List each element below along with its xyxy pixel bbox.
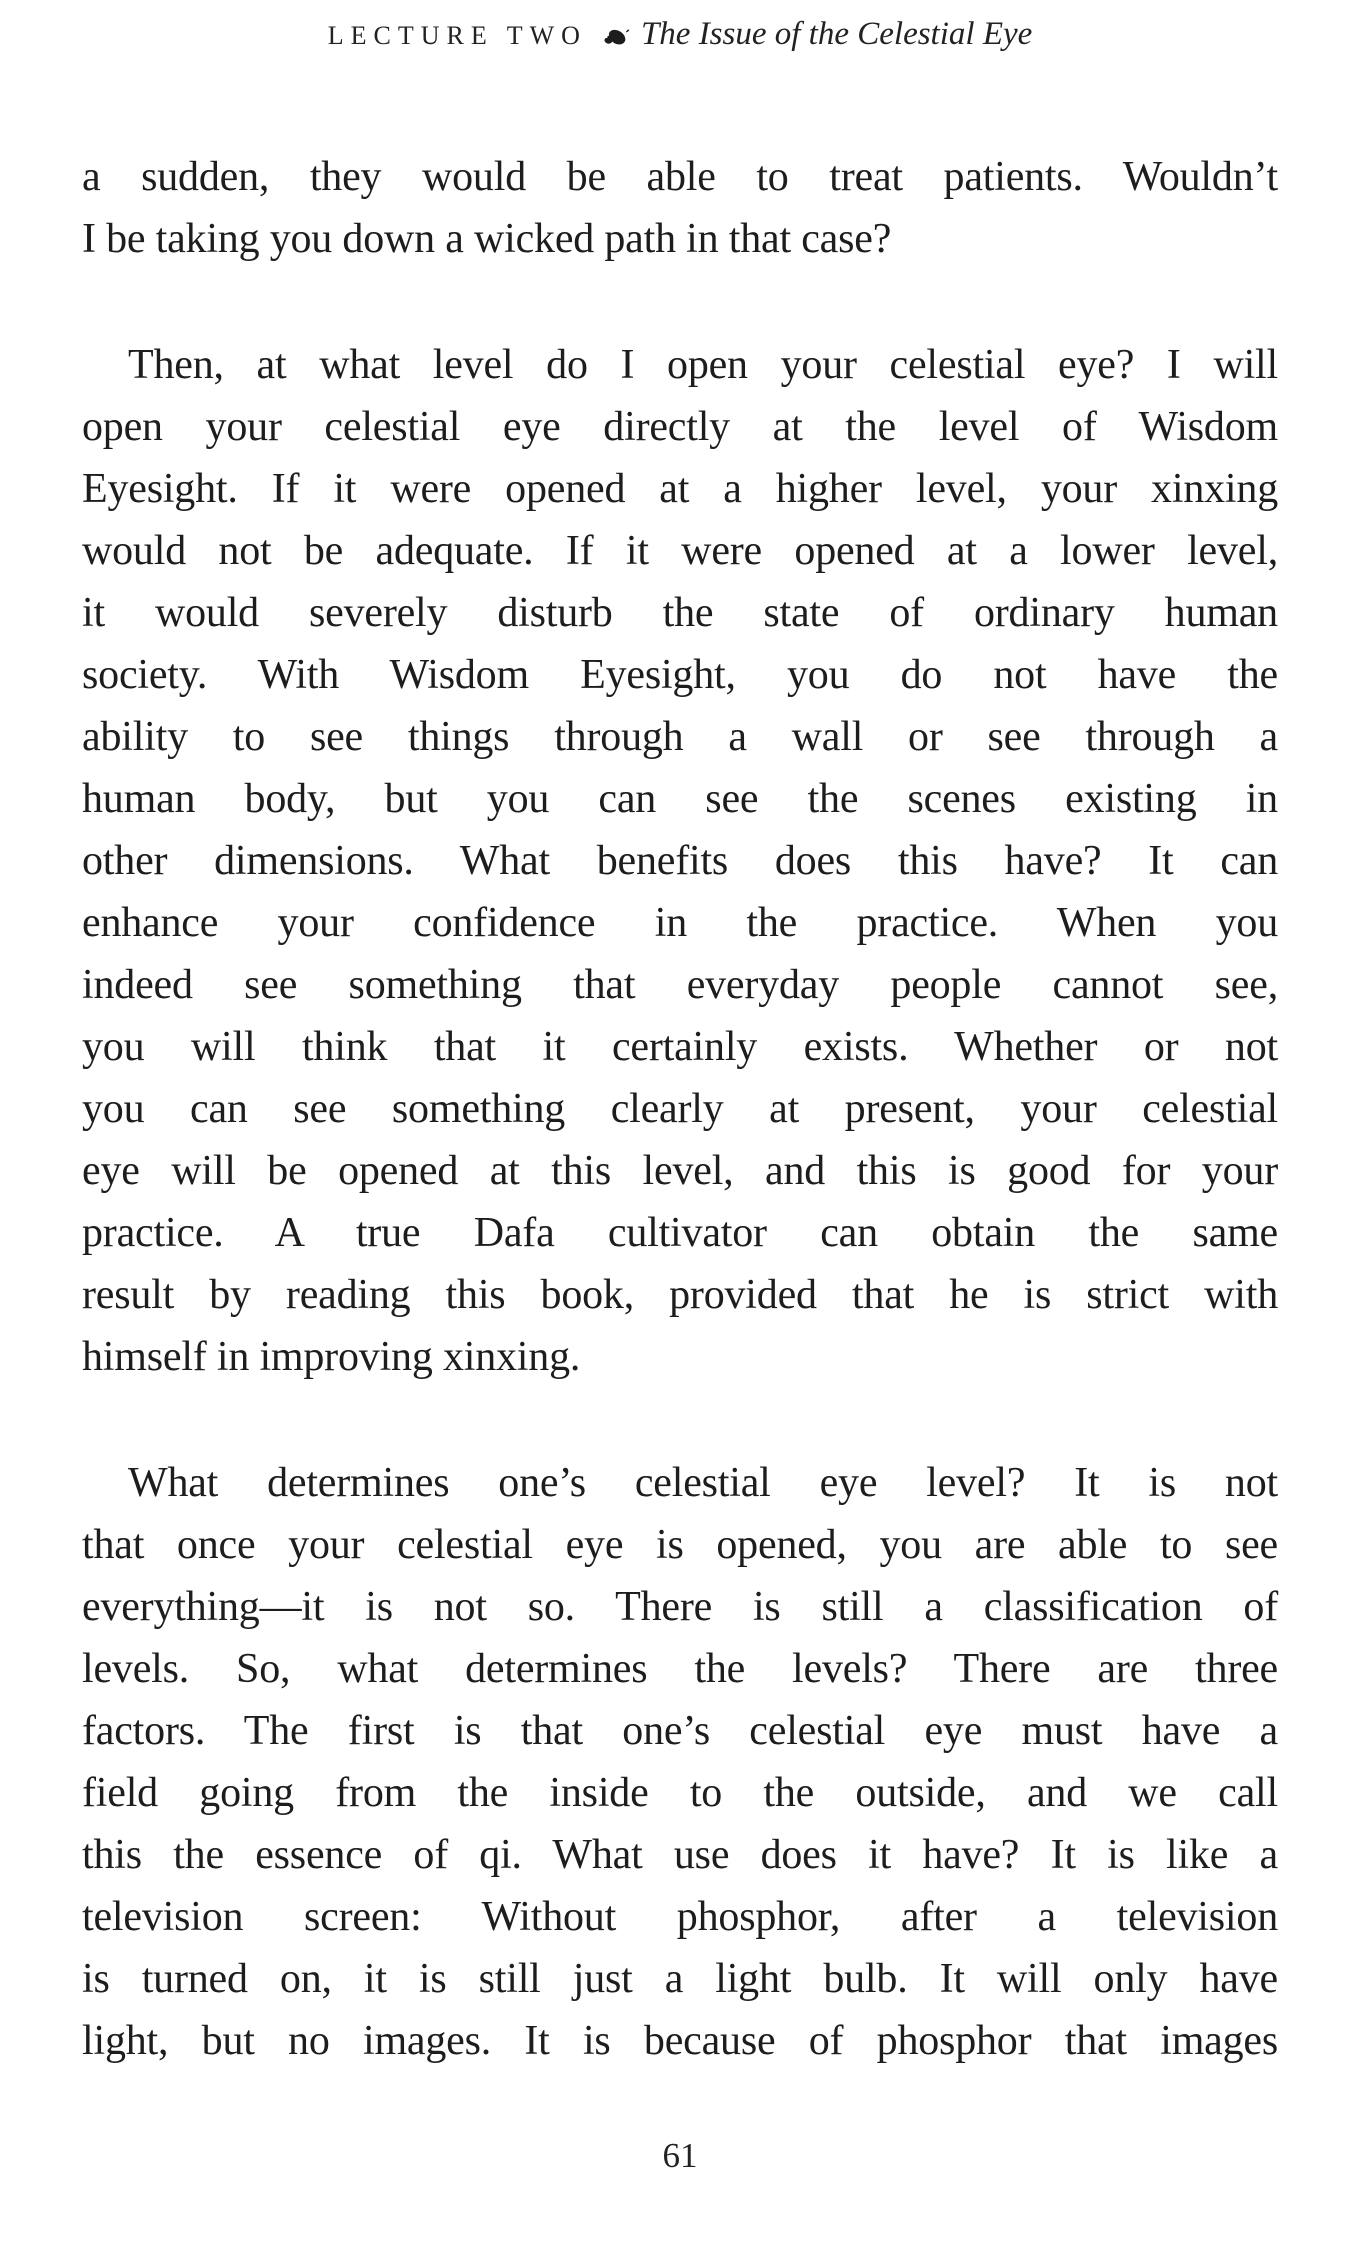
- text-line: practice. A true Dafa cultivator can obtain the same: [82, 1210, 1278, 1256]
- text-line: is turned on, it is still just a light bulb. It will only have: [82, 1956, 1278, 2002]
- text-line: other dimensions. What benefits does this have? It can: [82, 838, 1278, 884]
- hedera-leaf-icon: [601, 22, 631, 50]
- text-line: levels. So, what determines the levels? There are three: [82, 1646, 1278, 1692]
- page-number: 61: [662, 2136, 698, 2175]
- text-line: eye will be opened at this level, and this is good for your: [82, 1148, 1278, 1194]
- text-line: ability to see things through a wall or see through a: [82, 714, 1278, 760]
- text-line: Then, at what level do I open your celestial eye? I will: [128, 342, 1278, 388]
- text-line: you will think that it certainly exists. Whether or not: [82, 1024, 1278, 1070]
- text-line: factors. The first is that one’s celestial eye must have a: [82, 1708, 1278, 1754]
- text-line: you can see something clearly at present, your celestial: [82, 1086, 1278, 1132]
- text-line: human body, but you can see the scenes existing in: [82, 776, 1278, 822]
- text-line: light, but no images. It is because of phosphor that images: [82, 2018, 1278, 2064]
- text-line: enhance your confidence in the practice. When you: [82, 900, 1278, 946]
- text-line: What determines one’s celestial eye level? It is not: [128, 1460, 1278, 1506]
- text-line: Eyesight. If it were opened at a higher level, your xinxing: [82, 466, 1278, 512]
- running-header: [0, 16, 1360, 53]
- lecture-label: LECTURE TWO: [327, 21, 587, 50]
- text-line: field going from the inside to the outside, and we call: [82, 1770, 1278, 1816]
- text-line: himself in improving xinxing.: [82, 1334, 581, 1380]
- paragraph: [82, 146, 1278, 270]
- body-text-block: [82, 146, 1278, 2072]
- text-line: society. With Wisdom Eyesight, you do not have the: [82, 652, 1278, 698]
- paragraph: [82, 1452, 1278, 2072]
- text-line: that once your celestial eye is opened, you are able to see: [82, 1522, 1278, 1568]
- text-line: indeed see something that everyday people cannot see,: [82, 962, 1278, 1008]
- text-line: open your celestial eye directly at the level of Wisdom: [82, 404, 1278, 450]
- text-line: this the essence of qi. What use does it have? It is like a: [82, 1832, 1278, 1878]
- text-line: would not be adequate. If it were opened at a lower level,: [82, 528, 1278, 574]
- text-line: television screen: Without phosphor, after a television: [82, 1894, 1278, 1940]
- text-line: a sudden, they would be able to treat patients. Wouldn’t: [82, 154, 1278, 200]
- text-line: result by reading this book, provided that he is strict with: [82, 1272, 1278, 1318]
- paragraph: [82, 334, 1278, 1388]
- chapter-title: The Issue of the Celestial Eye: [640, 16, 1033, 52]
- text-line: I be taking you down a wicked path in that case?: [82, 216, 892, 262]
- text-line: it would severely disturb the state of ordinary human: [82, 590, 1278, 636]
- text-line: everything—it is not so. There is still a classification of: [82, 1584, 1278, 1630]
